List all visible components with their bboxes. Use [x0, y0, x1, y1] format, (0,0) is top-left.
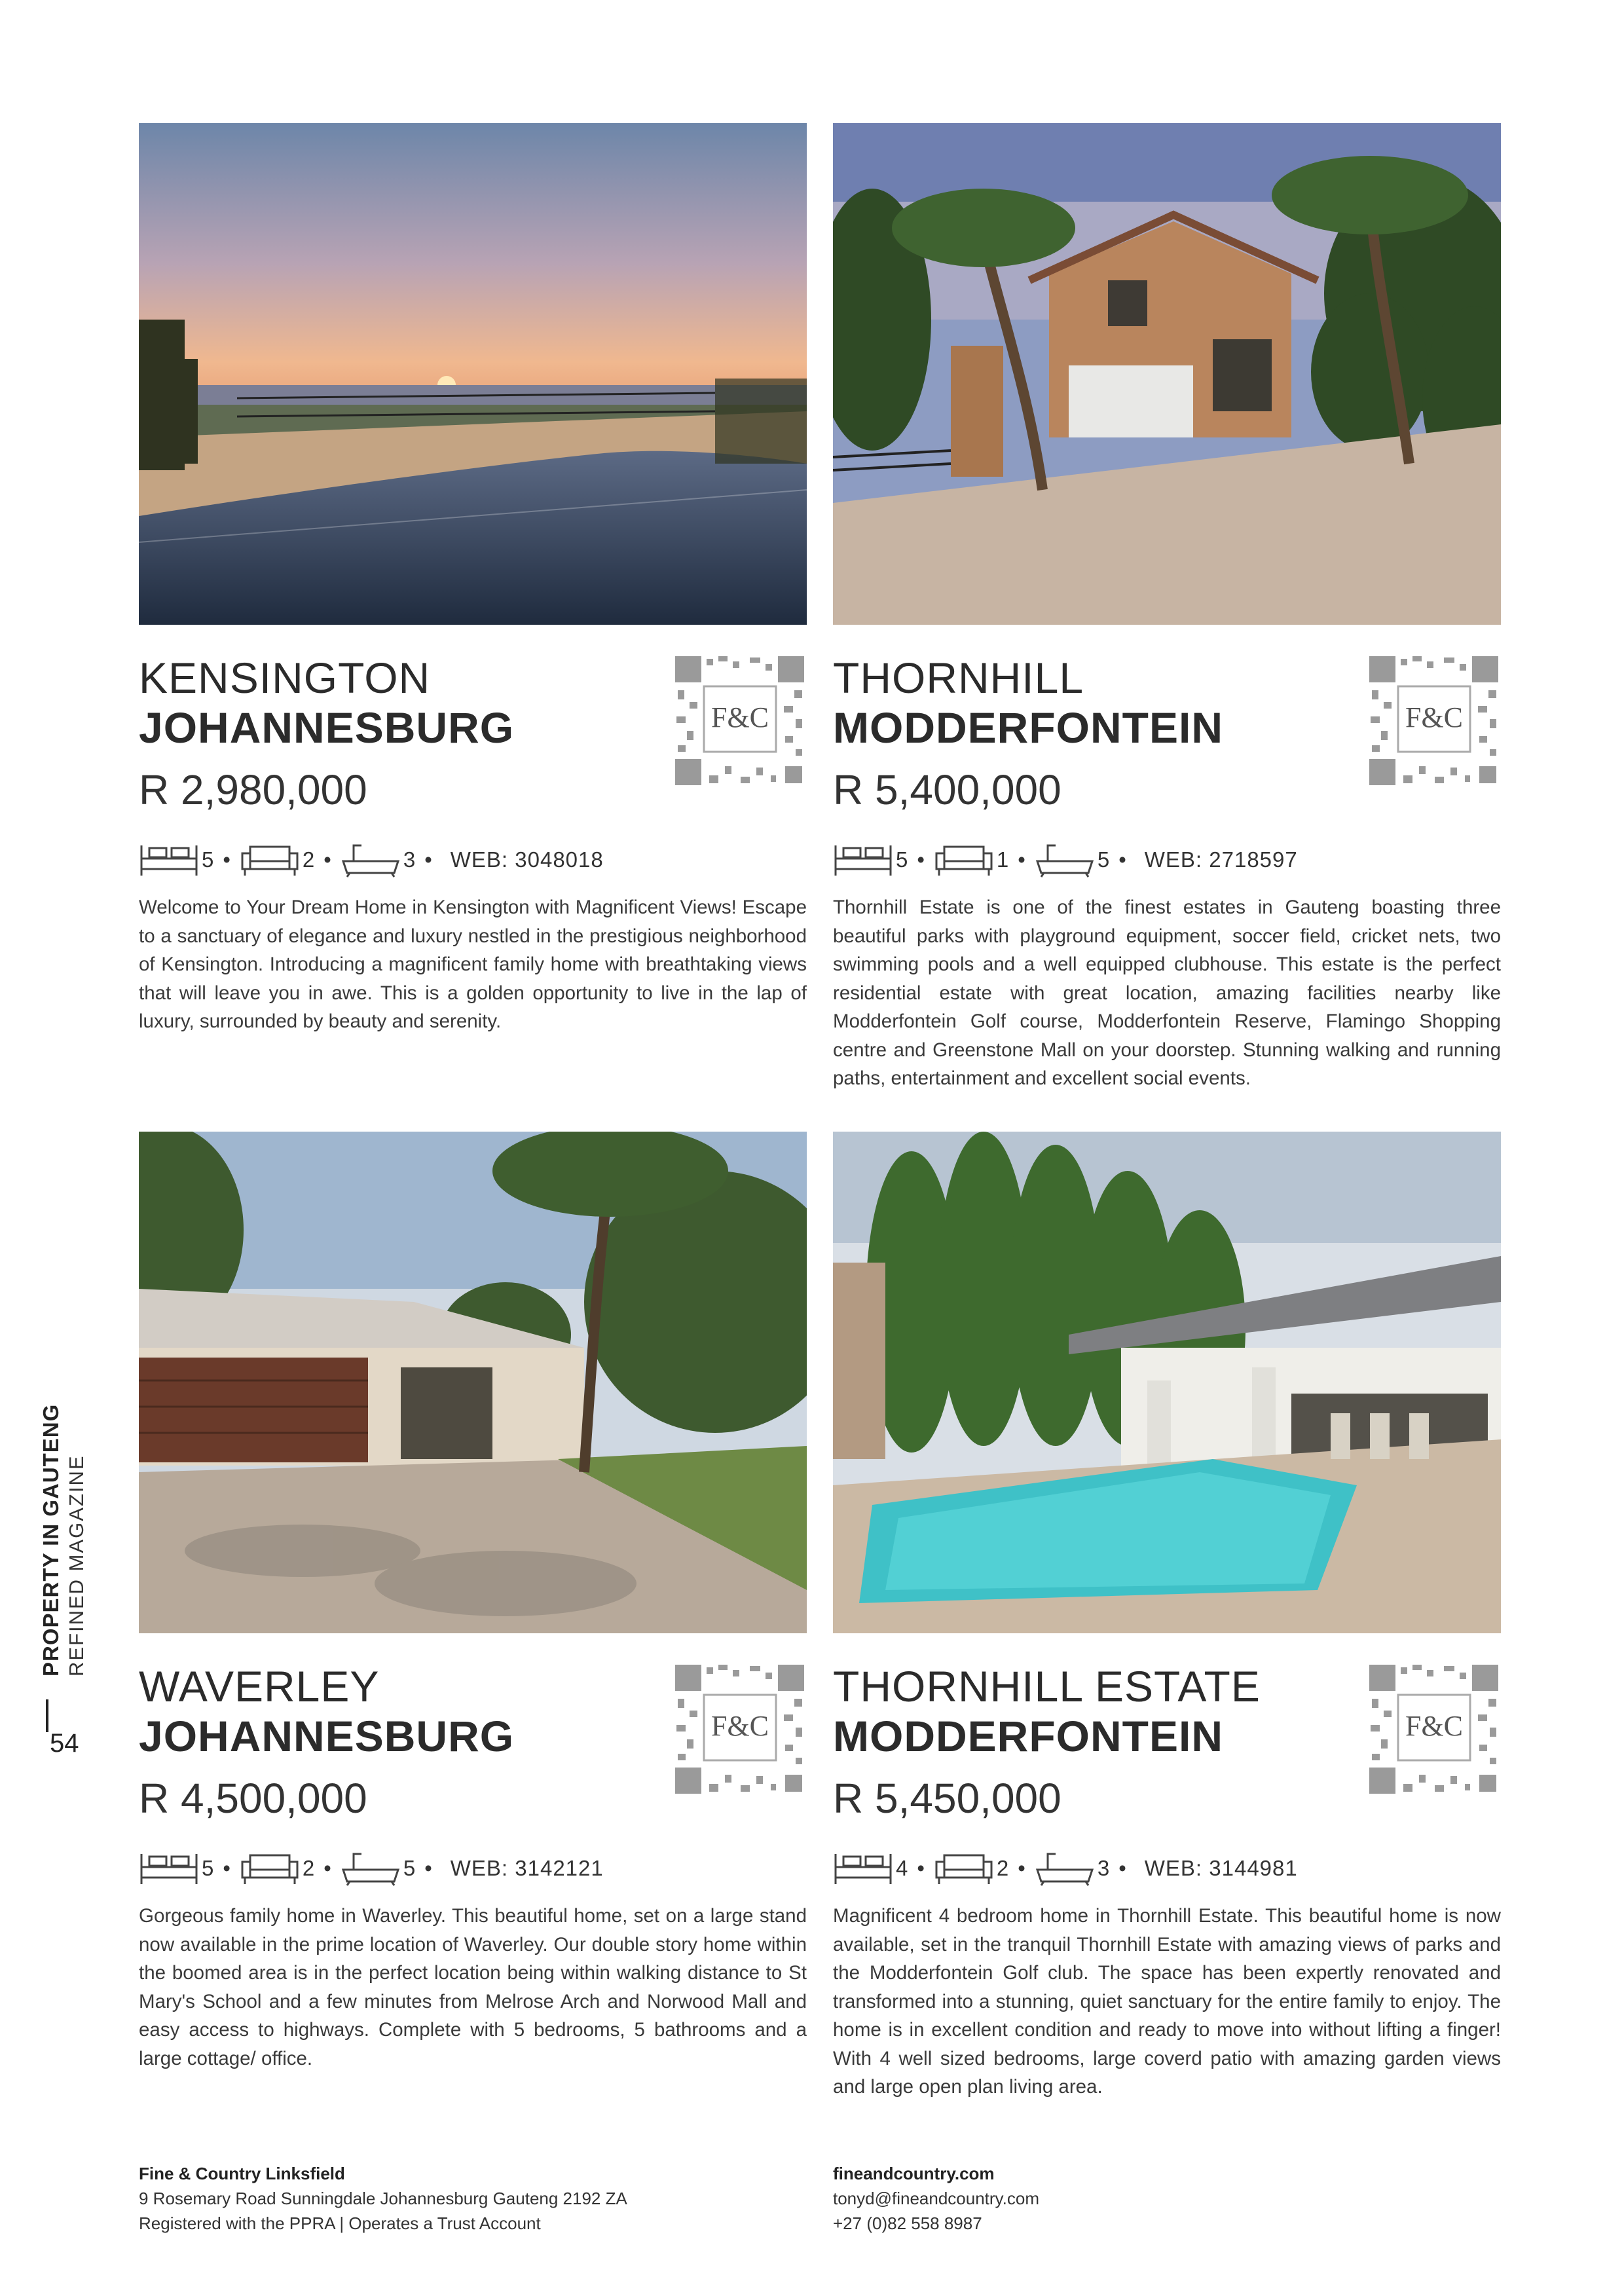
- bathroom-count: 5: [403, 1856, 416, 1880]
- svg-text:F&C: F&C: [1405, 701, 1464, 733]
- agency-registration: Registered with the PPRA | Operates a Trust Account: [139, 2213, 541, 2233]
- listing-area: WAVERLEY: [139, 1662, 380, 1711]
- phone-number[interactable]: +27 (0)82 558 8987: [833, 2213, 982, 2233]
- footer-contact-info: [833, 2161, 1039, 2236]
- listing-price: R 2,980,000: [139, 766, 367, 813]
- listing-card-kensington: [139, 123, 807, 1073]
- bedroom-count: 5: [202, 1856, 214, 1880]
- agency-address: 9 Rosemary Road Sunningdale Johannesburg Gauteng 2192 ZA: [139, 2189, 627, 2208]
- sunset-pool-image: [139, 123, 807, 625]
- svg-text:F&C: F&C: [710, 701, 769, 733]
- sofa-icon: [240, 842, 300, 878]
- email-link[interactable]: tonyd@fineandcountry.com: [833, 2189, 1039, 2208]
- svg-text:F&C: F&C: [1405, 1710, 1464, 1742]
- listing-city: MODDERFONTEIN: [833, 1712, 1223, 1760]
- listing-photo: [139, 123, 807, 625]
- listing-price: R 5,450,000: [833, 1775, 1061, 1822]
- listing-area: THORNHILL: [833, 654, 1084, 702]
- lounge-count: 2: [996, 1856, 1009, 1880]
- web-reference: WEB: 3144981: [1144, 1856, 1298, 1880]
- listing-photo: [833, 123, 1501, 625]
- sofa-icon: [934, 1850, 994, 1887]
- qr-code[interactable]: [1367, 654, 1501, 788]
- magazine-name: REFINED MAGAZINE: [65, 1454, 88, 1676]
- bathtub-icon: [341, 1850, 401, 1887]
- listing-card-waverley: [139, 1132, 807, 2081]
- listing-specs: 5 • 2 • 5 • WEB: 3142121: [139, 1845, 604, 1891]
- listing-photo: [833, 1132, 1501, 1633]
- bedroom-count: 4: [896, 1856, 908, 1880]
- bathroom-count: 3: [403, 847, 416, 872]
- web-reference: WEB: 2718597: [1144, 847, 1298, 872]
- listing-city: MODDERFONTEIN: [833, 703, 1223, 752]
- qr-code[interactable]: [673, 654, 807, 788]
- bathroom-count: 3: [1097, 1856, 1110, 1880]
- svg-text:F&C: F&C: [710, 1710, 769, 1742]
- bathtub-icon: [1035, 1850, 1095, 1887]
- listing-specs: 4 • 2 • 3 • WEB: 3144981: [833, 1845, 1298, 1891]
- page-number: 54: [50, 1729, 79, 1758]
- listing-area: KENSINGTON: [139, 654, 431, 702]
- bed-icon: [139, 842, 199, 878]
- magazine-sidebar: [26, 1401, 98, 1768]
- footer-agency-info: [139, 2161, 627, 2236]
- pool-patio-image: [833, 1132, 1501, 1633]
- listing-specs: 5 • 1 • 5 • WEB: 2718597: [833, 837, 1298, 883]
- house-driveway-image: [139, 1132, 807, 1633]
- listing-city: JOHANNESBURG: [139, 1712, 515, 1760]
- bathroom-count: 5: [1097, 847, 1110, 872]
- listing-city: JOHANNESBURG: [139, 703, 515, 752]
- listing-description: Welcome to Your Dream Home in Kensington with Magnificent Views! Escape to a sanctuary of elegance and luxury nestled in the prestigious neighborhood of Kensington. Introducing a magnificent family home with breathtaking views that will leave you in awe. This is a golden opportunity to live in the lap of luxury, surrounded by beauty and serenity.: [139, 897, 807, 1032]
- website-link[interactable]: fineandcountry.com: [833, 2164, 995, 2183]
- listing-specs: 5 • 2 • 3 • WEB: 3048018: [139, 837, 604, 883]
- magazine-section-title: PROPERTY IN GAUTENG: [39, 1403, 63, 1676]
- bed-icon: [139, 1850, 199, 1887]
- sidebar-divider: [46, 1699, 48, 1732]
- lounge-count: 2: [302, 1856, 315, 1880]
- bedroom-count: 5: [202, 847, 214, 872]
- lounge-count: 1: [996, 847, 1009, 872]
- bedroom-count: 5: [896, 847, 908, 872]
- listing-price: R 4,500,000: [139, 1775, 367, 1822]
- agency-name: Fine & Country Linksfield: [139, 2164, 345, 2183]
- bathtub-icon: [1035, 842, 1095, 878]
- sidebar-text: [38, 1401, 89, 1676]
- bed-icon: [833, 842, 893, 878]
- listing-card-thornhill: [833, 123, 1501, 1089]
- listing-description: Thornhill Estate is one of the finest estates in Gauteng boasting three beautiful parks with playground equipment, soccer field, cricket nets, two swimming pools and a well equipped clubhouse. This estate is the perfect residential estate with great location, amazing facilities nearby like Modderfontein Golf course, Modderfontein Reserve, Flamingo Shopping centre and Greenstone Mall on your doorstep. Stunning walking and running paths, entertainment and excellent social events.: [833, 897, 1501, 1089]
- sofa-icon: [934, 842, 994, 878]
- brick-house-image: [833, 123, 1501, 625]
- listing-card-thornhill-estate: [833, 1132, 1501, 2114]
- qr-code[interactable]: [673, 1662, 807, 1796]
- web-reference: WEB: 3048018: [450, 847, 604, 872]
- bed-icon: [833, 1850, 893, 1887]
- qr-code[interactable]: [1367, 1662, 1501, 1796]
- listing-description: Magnificent 4 bedroom home in Thornhill Estate. This beautiful home is now available, set in the tranquil Thornhill Estate with amazing views of parks and the Modderfontein Golf club. The space has been expertly renovated and transformed into a stunning, quiet sanctuary for the entire family to enjoy. The home is in excellent condition and ready to move into without lifting a finger! With 4 well sized bedrooms, large coverd patio with amazing garden views and large open plan living area.: [833, 1905, 1501, 2098]
- listing-area: THORNHILL ESTATE: [833, 1662, 1261, 1711]
- listing-description: Gorgeous family home in Waverley. This beautiful home, set on a large stand now available in the prime location of Waverley. Our double story home within the boomed area is in the perfect location being within walking distance to St Mary's School and a few minutes from Melrose Arch and Norwood Mall and easy access to highways. Complete with 5 bedrooms, 5 bathrooms and a large cottage/ office.: [139, 1905, 807, 2069]
- listing-price: R 5,400,000: [833, 766, 1061, 813]
- lounge-count: 2: [302, 847, 315, 872]
- web-reference: WEB: 3142121: [450, 1856, 604, 1880]
- listing-photo: [139, 1132, 807, 1633]
- bathtub-icon: [341, 842, 401, 878]
- sofa-icon: [240, 1850, 300, 1887]
